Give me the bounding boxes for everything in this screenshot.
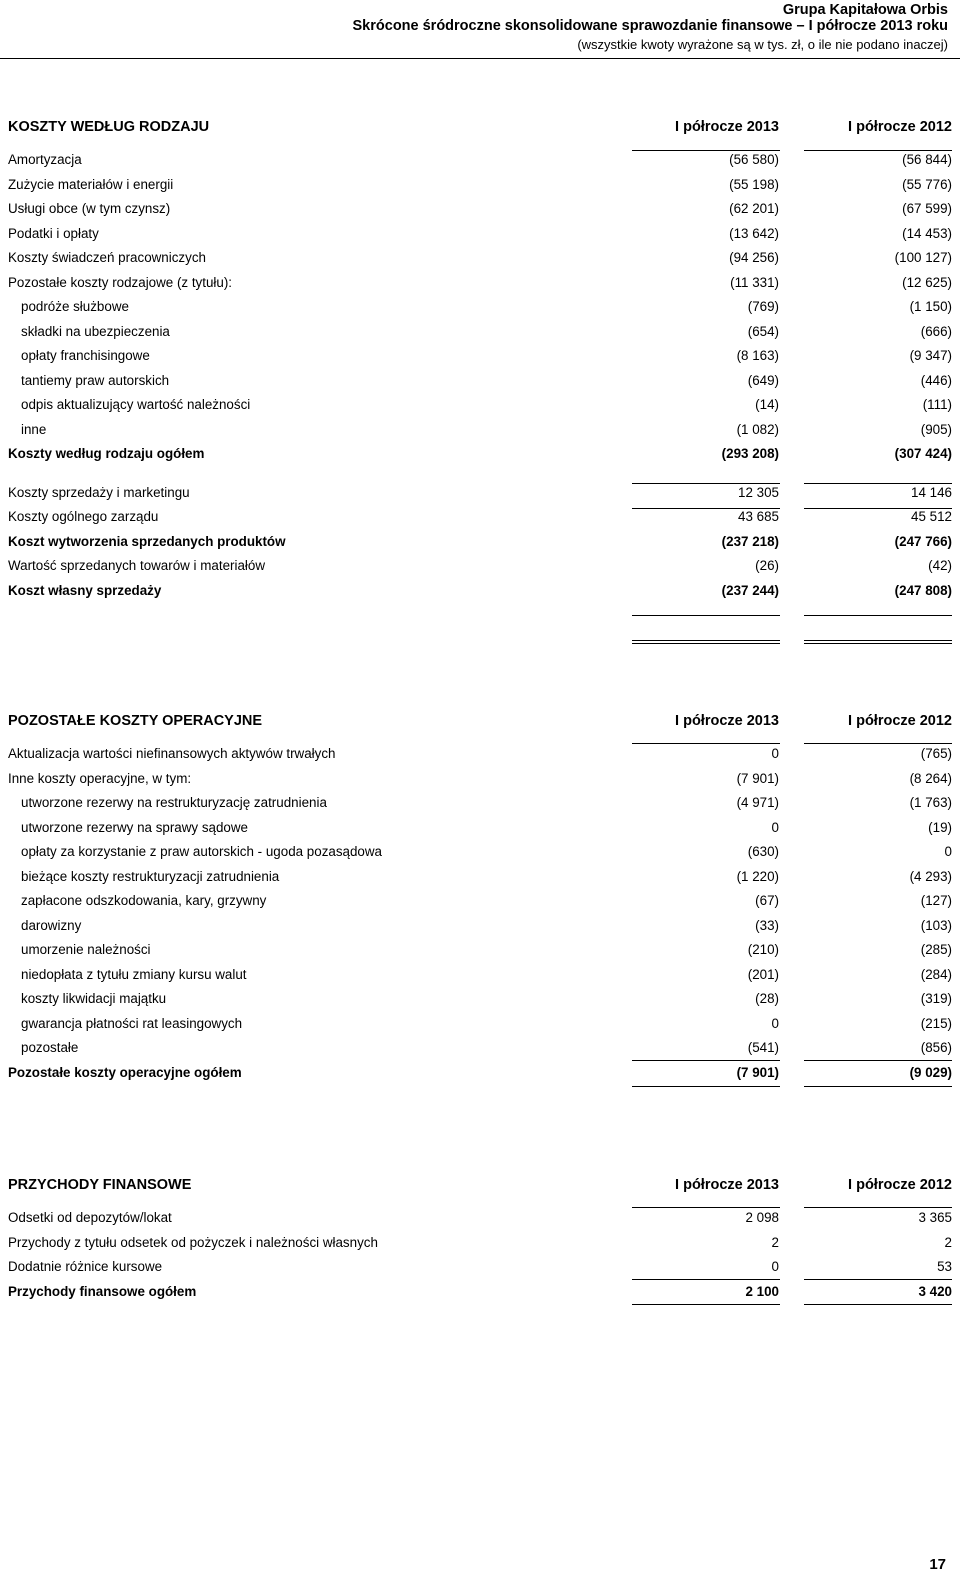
row-label: opłaty franchisingowe — [21, 348, 150, 363]
table-row — [8, 295, 952, 320]
value-2012: (285) — [920, 942, 952, 957]
value-2013: (237 218) — [721, 533, 779, 549]
table-row — [8, 914, 952, 939]
value-2013: 2 098 — [745, 1210, 779, 1225]
table-row — [8, 791, 952, 816]
value-2012: (1 150) — [909, 299, 952, 314]
row-label: koszty likwidacji majątku — [21, 991, 167, 1006]
section-title: POZOSTAŁE KOSZTY OPERACYJNE — [8, 713, 263, 729]
column-header-2013: I półrocze 2013 — [675, 119, 779, 135]
value-2013: (94 256) — [729, 250, 779, 265]
value-2012: (9 029) — [909, 1064, 952, 1080]
row-label: składki na ubezpieczenia — [21, 323, 170, 339]
table-row — [8, 840, 952, 865]
row-label: Odsetki od depozytów/lokat — [8, 1210, 172, 1225]
table-row — [8, 742, 952, 767]
value-2012: (103) — [920, 917, 952, 933]
value-2013: (541) — [747, 1040, 779, 1055]
other-operating-costs-table — [8, 706, 952, 1085]
table-row — [8, 1255, 952, 1280]
value-2012: 53 — [937, 1259, 952, 1274]
table-row — [8, 505, 952, 530]
header-divider — [0, 58, 960, 59]
value-2013: 0 — [771, 746, 779, 761]
value-2013: 2 — [771, 1234, 779, 1250]
value-2013: (56 580) — [729, 152, 779, 167]
row-label: Przychody finansowe ogółem — [8, 1283, 197, 1299]
table-header — [8, 112, 952, 148]
value-2012: 45 512 — [911, 509, 952, 524]
row-label: Koszty sprzedaży i marketingu — [8, 484, 190, 500]
value-2013: (14) — [755, 397, 779, 412]
row-label: utworzone rezerwy na sprawy sądowe — [21, 819, 249, 835]
column-header-2012: I półrocze 2012 — [848, 713, 952, 729]
table-row — [8, 1012, 952, 1037]
table-header — [8, 706, 952, 742]
table-row — [8, 344, 952, 369]
row-label: pozostałe — [21, 1040, 79, 1055]
row-label: Przychody z tytułu odsetek od pożyczek i należności własnych — [8, 1234, 378, 1250]
section-title: KOSZTY WEDŁUG RODZAJU — [8, 119, 210, 135]
table-row — [8, 369, 952, 394]
currency-note: (wszystkie kwoty wyrażone są w tys. zł, o ile nie podano inaczej) — [577, 37, 948, 52]
row-label: Podatki i opłaty — [8, 225, 99, 241]
value-2012: (14 453) — [902, 225, 952, 241]
value-2012: (247 766) — [894, 533, 952, 549]
value-2013: (55 198) — [729, 176, 779, 192]
value-2013: 0 — [771, 1259, 779, 1274]
row-label: niedopłata z tytułu zmiany kursu walut — [21, 966, 247, 982]
value-2013: (210) — [747, 942, 779, 957]
value-2012: (42) — [928, 558, 952, 573]
table-row — [8, 148, 952, 173]
row-label: umorzenie należności — [21, 942, 151, 957]
row-label: Koszty ogólnego zarządu — [8, 509, 159, 524]
table-row — [8, 271, 952, 296]
value-2012: (127) — [920, 893, 952, 908]
row-label: utworzone rezerwy na restrukturyzację zatrudnienia — [21, 795, 327, 810]
row-label: gwarancja płatności rat leasingowych — [21, 1015, 243, 1031]
value-2012: (1 763) — [909, 795, 952, 810]
value-2012: (666) — [920, 323, 952, 339]
total-row — [8, 1061, 952, 1086]
value-2013: (67) — [755, 893, 779, 908]
row-label: podróże służbowe — [21, 299, 129, 314]
table-row — [8, 222, 952, 247]
value-2012: (319) — [920, 991, 952, 1006]
value-2012: (284) — [920, 966, 952, 982]
value-2012: (55 776) — [902, 176, 952, 192]
costs-by-type-table — [8, 112, 952, 603]
row-label: inne — [21, 421, 47, 437]
value-2012: (111) — [922, 397, 952, 412]
value-2012: (9 347) — [909, 348, 952, 363]
value-2013: (62 201) — [729, 201, 779, 216]
value-2012: 3 420 — [918, 1283, 952, 1299]
value-2013: (649) — [747, 372, 779, 388]
value-2013: (13 642) — [729, 225, 779, 241]
table-row — [8, 1036, 952, 1061]
table-row — [8, 1231, 952, 1256]
value-2012: (905) — [920, 421, 952, 437]
table-row — [8, 865, 952, 890]
value-2012: 14 146 — [911, 484, 952, 500]
column-header-2013: I półrocze 2013 — [675, 1177, 779, 1193]
row-label: Pozostałe koszty operacyjne ogółem — [8, 1064, 242, 1080]
total-row — [8, 579, 952, 604]
column-header-2012: I półrocze 2012 — [848, 1177, 952, 1193]
table-row — [8, 767, 952, 792]
table-row — [8, 938, 952, 963]
subtotal-row — [8, 530, 952, 555]
table-row — [8, 320, 952, 345]
table-row — [8, 246, 952, 271]
value-2013: 12 305 — [738, 484, 779, 500]
table-row — [8, 963, 952, 988]
value-2013: 43 685 — [738, 509, 779, 524]
value-2013: (293 208) — [721, 446, 779, 461]
value-2013: (8 163) — [736, 348, 779, 363]
table-row — [8, 554, 952, 579]
value-2013: (7 901) — [736, 1064, 779, 1080]
table-row — [8, 173, 952, 198]
row-label: opłaty za korzystanie z praw autorskich - ugoda pozasądowa — [21, 844, 382, 859]
row-label: Amortyzacja — [8, 152, 82, 167]
table-row — [8, 197, 952, 222]
report-title: Skrócone śródroczne skonsolidowane sprawozdanie finansowe – I półrocze 2013 roku — [352, 18, 948, 34]
financial-income-table — [8, 1170, 952, 1304]
value-2012: 3 365 — [918, 1210, 952, 1225]
value-2012: (56 844) — [902, 152, 952, 167]
value-2013: (769) — [747, 299, 779, 314]
value-2013: (237 244) — [721, 582, 779, 598]
table-row — [8, 889, 952, 914]
table-row — [8, 393, 952, 418]
row-label: Wartość sprzedanych towarów i materiałów — [8, 558, 265, 573]
value-2012: (446) — [920, 372, 952, 388]
value-2012: (67 599) — [902, 201, 952, 216]
value-2013: 2 100 — [745, 1283, 779, 1299]
total-row — [8, 442, 952, 467]
section-title: PRZYCHODY FINANSOWE — [8, 1177, 192, 1193]
value-2013: (1 082) — [736, 421, 779, 437]
table-row — [8, 418, 952, 443]
row-label: Dodatnie różnice kursowe — [8, 1259, 163, 1274]
row-label: Koszty świadczeń pracowniczych — [8, 250, 206, 265]
value-2013: (26) — [755, 558, 779, 573]
value-2013: (28) — [755, 991, 779, 1006]
row-label: Zużycie materiałów i energii — [8, 176, 174, 192]
row-label: Koszt wytworzenia sprzedanych produktów — [8, 533, 286, 549]
row-label: zapłacone odszkodowania, kary, grzywny — [21, 893, 267, 908]
value-2012: (307 424) — [894, 446, 952, 461]
row-label: Pozostałe koszty rodzajowe (z tytułu): — [8, 274, 233, 290]
row-label: darowizny — [21, 917, 82, 933]
value-2013: (1 220) — [736, 868, 779, 884]
value-2012: (100 127) — [894, 250, 952, 265]
row-label: Inne koszty operacyjne, w tym: — [8, 770, 192, 786]
value-2013: (7 901) — [736, 770, 779, 786]
value-2013: (4 971) — [736, 795, 779, 810]
value-2013: 0 — [771, 819, 779, 835]
value-2012: (4 293) — [909, 868, 952, 884]
value-2013: (33) — [755, 917, 779, 933]
value-2012: (856) — [920, 1040, 952, 1055]
table-row — [8, 1206, 952, 1231]
row-label: Koszt własny sprzedaży — [8, 582, 162, 598]
value-2013: (11 331) — [730, 274, 779, 290]
value-2013: 0 — [771, 1015, 779, 1031]
row-label: bieżące koszty restrukturyzacji zatrudnienia — [21, 868, 280, 884]
column-header-2013: I półrocze 2013 — [675, 713, 779, 729]
row-label: odpis aktualizujący wartość należności — [21, 397, 251, 412]
value-2012: (19) — [928, 819, 952, 835]
value-2012: (12 625) — [902, 274, 952, 290]
company-name: Grupa Kapitałowa Orbis — [782, 2, 948, 18]
value-2012: (215) — [920, 1015, 952, 1031]
value-2013: (630) — [747, 844, 779, 859]
row-label: Usługi obce (w tym czynsz) — [8, 201, 171, 216]
value-2013: (201) — [747, 966, 779, 982]
value-2012: (765) — [920, 746, 952, 761]
value-2012: 0 — [944, 844, 952, 859]
value-2012: 2 — [944, 1234, 952, 1250]
table-header — [8, 1170, 952, 1206]
total-row — [8, 1280, 952, 1305]
row-label: tantiemy praw autorskich — [21, 372, 170, 388]
table-row — [8, 816, 952, 841]
value-2013: (654) — [747, 323, 779, 339]
value-2012: (247 808) — [894, 582, 952, 598]
table-row — [8, 987, 952, 1012]
row-label: Aktualizacja wartości niefinansowych aktywów trwałych — [8, 746, 336, 761]
row-label: Koszty według rodzaju ogółem — [8, 446, 205, 461]
page-number: 17 — [929, 1556, 946, 1573]
value-2012: (8 264) — [909, 770, 952, 786]
table-row — [8, 481, 952, 506]
column-header-2012: I półrocze 2012 — [848, 119, 952, 135]
